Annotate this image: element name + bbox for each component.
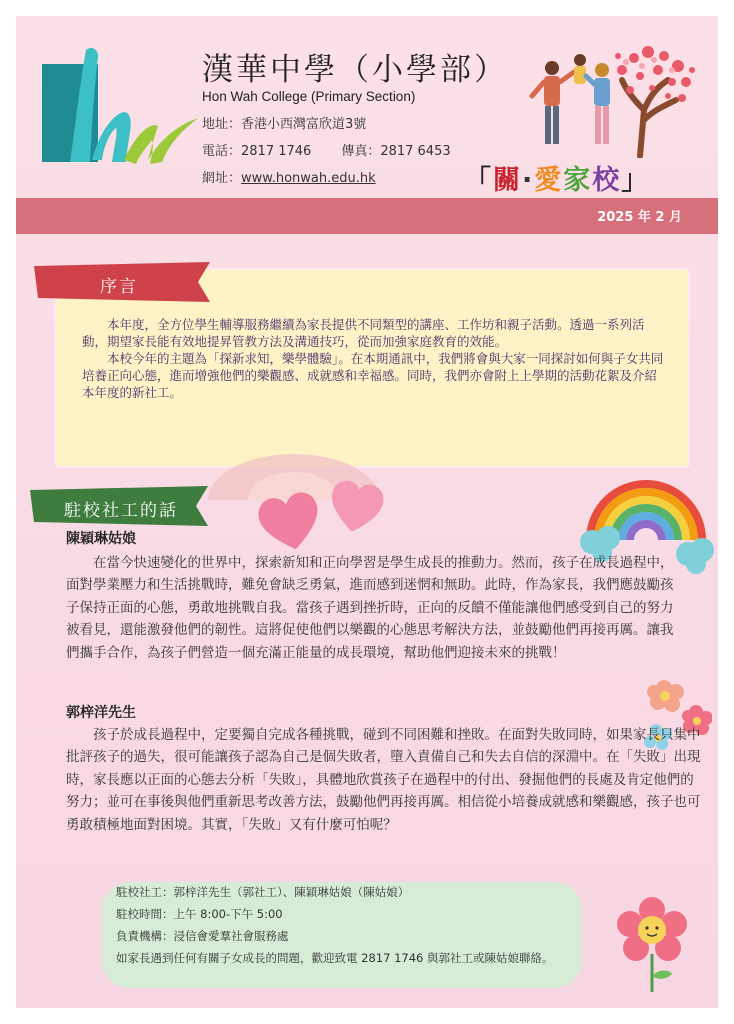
person-message: 在當今快速變化的世界中，探索新知和正向學習是學生成長的推動力。然而，孩子在成長過程中，面對學業壓力和生活挑戰時，難免會缺乏勇氣，進而感到迷惘和無助。此時，作為家長，我們應鼓勵孩子保持正面的心態，勇敢地挑戰自我。當孩子遇到挫折時，正向的反饋不僅能讓他們感受到自己的努力被看見，還能激發他們的韌性。這將促使他們以樂觀的心態思考解決方法，並鼓勵他們再接再厲。讓我們攜手合作，為孩子們營造一個充滿正能量的成長環境，幫助他們迎接未來的挑戰！ (66, 555, 674, 661)
person-message: 孩子於成長過程中，定要獨自完成各種挑戰，碰到不同困難和挫敗。在面對失敗同時，如果家長只集中批評孩子的過失，很可能讓孩子認為自己是個失敗者，墮入責備自己和失去自信的深淵中。在「失敗」出現時，家長應以正面的心態去分析「失敗」，具體地欣賞孩子在過程中的付出、發掘他們的長處及肯定他們的努力；並可在事後與他們重新思考改善方法，鼓勵他們再接再厲。相信從小培養成就感和樂觀感，孩子也可勇敢積極地面對困境。其實，「失敗」又有什麼可怕呢？ (66, 727, 701, 833)
website-label: 網址： (202, 171, 242, 186)
contact-hours: 駐校時間：上午 8:00-下午 5:00 (116, 907, 283, 921)
school-name: 漢華中學（小學部） (202, 52, 508, 88)
heart-icon (256, 472, 416, 552)
preface-text (82, 316, 668, 401)
website-line (202, 167, 376, 186)
contact-organization: 負責機構：浸信會愛羣社會服務處 (116, 929, 289, 943)
slogan: 「關·愛家校」 (464, 165, 651, 196)
flower-icon (612, 896, 692, 996)
address: 地址：香港小西灣富欣道3號 (202, 117, 367, 132)
contact-social-workers: 駐校社工：郭梓洋先生（郭社工）、陳穎琳姑娘（陳姑娘） (116, 885, 410, 899)
preface-paragraph: 本年度，全方位學生輔導服務繼續為家長提供不同類型的講座、工作坊和親子活動。透過一系列活動，期望家長能有效地提昇管教方法及溝通技巧，從而加強家庭教育的效能。 (82, 317, 645, 349)
social-worker-title: 駐校社工的話 (64, 501, 178, 521)
contact-note: 如家長遇到任何有關子女成長的問題，歡迎致電 2817 1746 與郭社工或陳姑娘聯絡。 (116, 951, 554, 965)
family-tree-illustration (522, 40, 702, 158)
social-worker-ribbon (30, 486, 208, 526)
hw-logo (40, 42, 200, 172)
preface-ribbon (34, 262, 210, 302)
preface-title: 序言 (100, 277, 138, 297)
date-bar (16, 198, 718, 234)
preface-paragraph: 本校今年的主題為「探新求知，樂學體驗」。在本期通訊中，我們將會與大家一同探討如何與子女共同培養正向心態，進而增強他們的樂觀感、成就感和幸福感。同時，我們亦會附上上學期的活動花絮及介紹本年度的新社工。 (82, 351, 664, 400)
newsletter-page (16, 16, 718, 1008)
school-name-en: Hon Wah College (Primary Section) (202, 89, 416, 104)
phone-fax-line (202, 140, 451, 159)
person-name: 陳穎琳姑娘 (66, 531, 136, 547)
fax: 傳真：2817 6453 (341, 144, 451, 159)
person-name: 郭梓洋先生 (66, 705, 136, 721)
issue-date: 2025 年 2 月 (597, 210, 682, 225)
website-link[interactable]: www.honwah.edu.hk (241, 171, 376, 186)
phone: 電話：2817 1746 (202, 144, 312, 159)
